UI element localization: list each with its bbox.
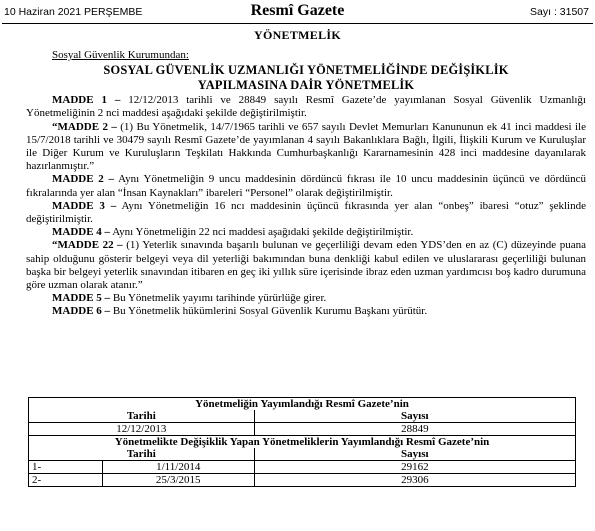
article-4-text: Aynı Yönetmeliğin 22 nci maddesi aşağıdaki şekilde değiştirilmiştir.	[110, 226, 414, 239]
table-row-original	[29, 423, 576, 436]
column-header-date: Tarihi	[29, 410, 255, 423]
article-4-label: MADDE 4 –	[52, 226, 111, 239]
column-header-number: Sayısı	[254, 410, 575, 423]
article-5-text: Bu Yönetmelik yayımı tarihinde yürürlüğe girer.	[110, 292, 327, 305]
article-6-label: MADDE 6 –	[52, 305, 111, 318]
amendment-number: 29306	[254, 474, 575, 487]
article-5-label: MADDE 5 –	[52, 292, 111, 305]
article-1-quoted-article	[26, 121, 586, 174]
header-issue-number: Sayı : 31507	[530, 6, 589, 18]
article-5	[26, 292, 586, 305]
article-3-text: Aynı Yönetmeliğin 16 ncı maddesinin üçüncü fıkrasında yer alan “onbeş” ibaresi “otuz” şeklinde değiştirilmiştir.	[26, 199, 586, 226]
article-2-text: Aynı Yönetmeliğin 9 uncu maddesinin dördüncü fıkrası ile 10 uncu maddesinin üçüncü ve dördüncü fıkralarında yer alan “İnsan Kaynakları” ibareleri “Personel” olarak değiştirilmiştir.	[26, 173, 586, 199]
article-1	[26, 94, 586, 120]
table-section-1-header-row	[29, 398, 576, 411]
article-4-quoted-label: “MADDE 22 –	[52, 239, 123, 252]
table-section-1-title: Yönetmeliğin Yayımlandığı Resmî Gazete’nin	[29, 398, 576, 411]
section-heading: YÖNETMELİK	[253, 28, 341, 42]
publication-history-table	[28, 397, 576, 487]
article-4-quoted-text: (1) Yeterlik sınavında başarılı bulunan ve geçerliliği devam eden YDS’den en az (C) düzeyinde puana sahip olduğunu gösterir belgeyi veya dil yeterliği bakımından buna denkliği kabul edilen ve uluslararası geçerliliği bulunan başka bir belgeyi yeterlik sınavından itibaren en geç iki yıllık süre içerisinde ibraz eden uzman yardımcısı boş kadro durumuna göre uzman olarak atanır.”	[26, 239, 586, 292]
gazette-header	[4, 2, 591, 22]
regulation-body	[26, 49, 586, 319]
header-title: Resmî Gazete	[250, 2, 345, 19]
table-row	[29, 474, 576, 487]
article-1-quoted-label: “MADDE 2 –	[52, 120, 117, 133]
header-date: 10 Haziran 2021 PERŞEMBE	[4, 6, 143, 18]
article-3	[26, 200, 586, 226]
table-section-2-title: Yönetmelikte Değişiklik Yapan Yönetmeliklerin Yayımlandığı Resmî Gazete’nin	[29, 436, 576, 449]
table-row	[29, 461, 576, 474]
article-1-label: MADDE 1 –	[52, 94, 121, 107]
column-header-number-2: Sayısı	[254, 448, 575, 461]
regulation-title	[26, 63, 586, 93]
issuing-institution: Sosyal Güvenlik Kurumundan:	[52, 49, 189, 61]
article-6-text: Bu Yönetmelik hükümlerini Sosyal Güvenlik Kurumu Başkanı yürütür.	[110, 305, 428, 318]
table-section-2-header-row	[29, 436, 576, 449]
article-2-label: MADDE 2 –	[52, 173, 115, 186]
article-3-label: MADDE 3 –	[52, 199, 117, 212]
article-1-text: 12/12/2013 tarihli ve 28849 sayılı Resmî Gazete’de yayımlanan Sosyal Güvenlik Uzmanlığı Yönetmeliğinin 2 nci maddesi aşağıdaki şekilde değiştirilmiştir.	[26, 94, 586, 120]
column-header-date-2: Tarihi	[29, 448, 255, 461]
header-divider	[2, 23, 593, 24]
article-4	[26, 226, 586, 239]
table-column-header-row-2	[29, 448, 576, 461]
amendment-date: 1/11/2014	[102, 461, 254, 474]
amendment-number: 29162	[254, 461, 575, 474]
amendment-date: 25/3/2015	[102, 474, 254, 487]
regulation-title-line-2: YAPILMASINA DAİR YÖNETMELİK	[197, 78, 415, 93]
original-date: 12/12/2013	[29, 423, 255, 436]
article-2	[26, 173, 586, 199]
original-number: 28849	[254, 423, 575, 436]
article-1-quoted-text: (1) Bu Yönetmelik, 14/7/1965 tarihli ve 657 sayılı Devlet Memurları Kanununun ek 41 inci maddesi ile 15/7/2018 tarihli ve 30479 sayılı Resmî Gazete’de yayımlanan 4 sayılı Bakanlıklara Bağlı, İlgili, İlişkili Kurum ve Kuruluşlar ile Diğer Kurum ve Kuruluşların Teşkilatı Hakkında Cumhurbaşkanlığı Kararnamesinin 428 inci maddesine dayanılarak hazırlanmıştır.”	[26, 120, 586, 173]
article-4-quoted-article	[26, 239, 586, 292]
amendment-index: 1-	[29, 461, 103, 474]
regulation-title-line-1: SOSYAL GÜVENLİK UZMANLIĞI YÖNETMELİĞİNDE DEĞİŞİKLİK	[103, 63, 509, 78]
amendment-index: 2-	[29, 474, 103, 487]
article-6	[26, 305, 586, 318]
table-column-header-row	[29, 410, 576, 423]
